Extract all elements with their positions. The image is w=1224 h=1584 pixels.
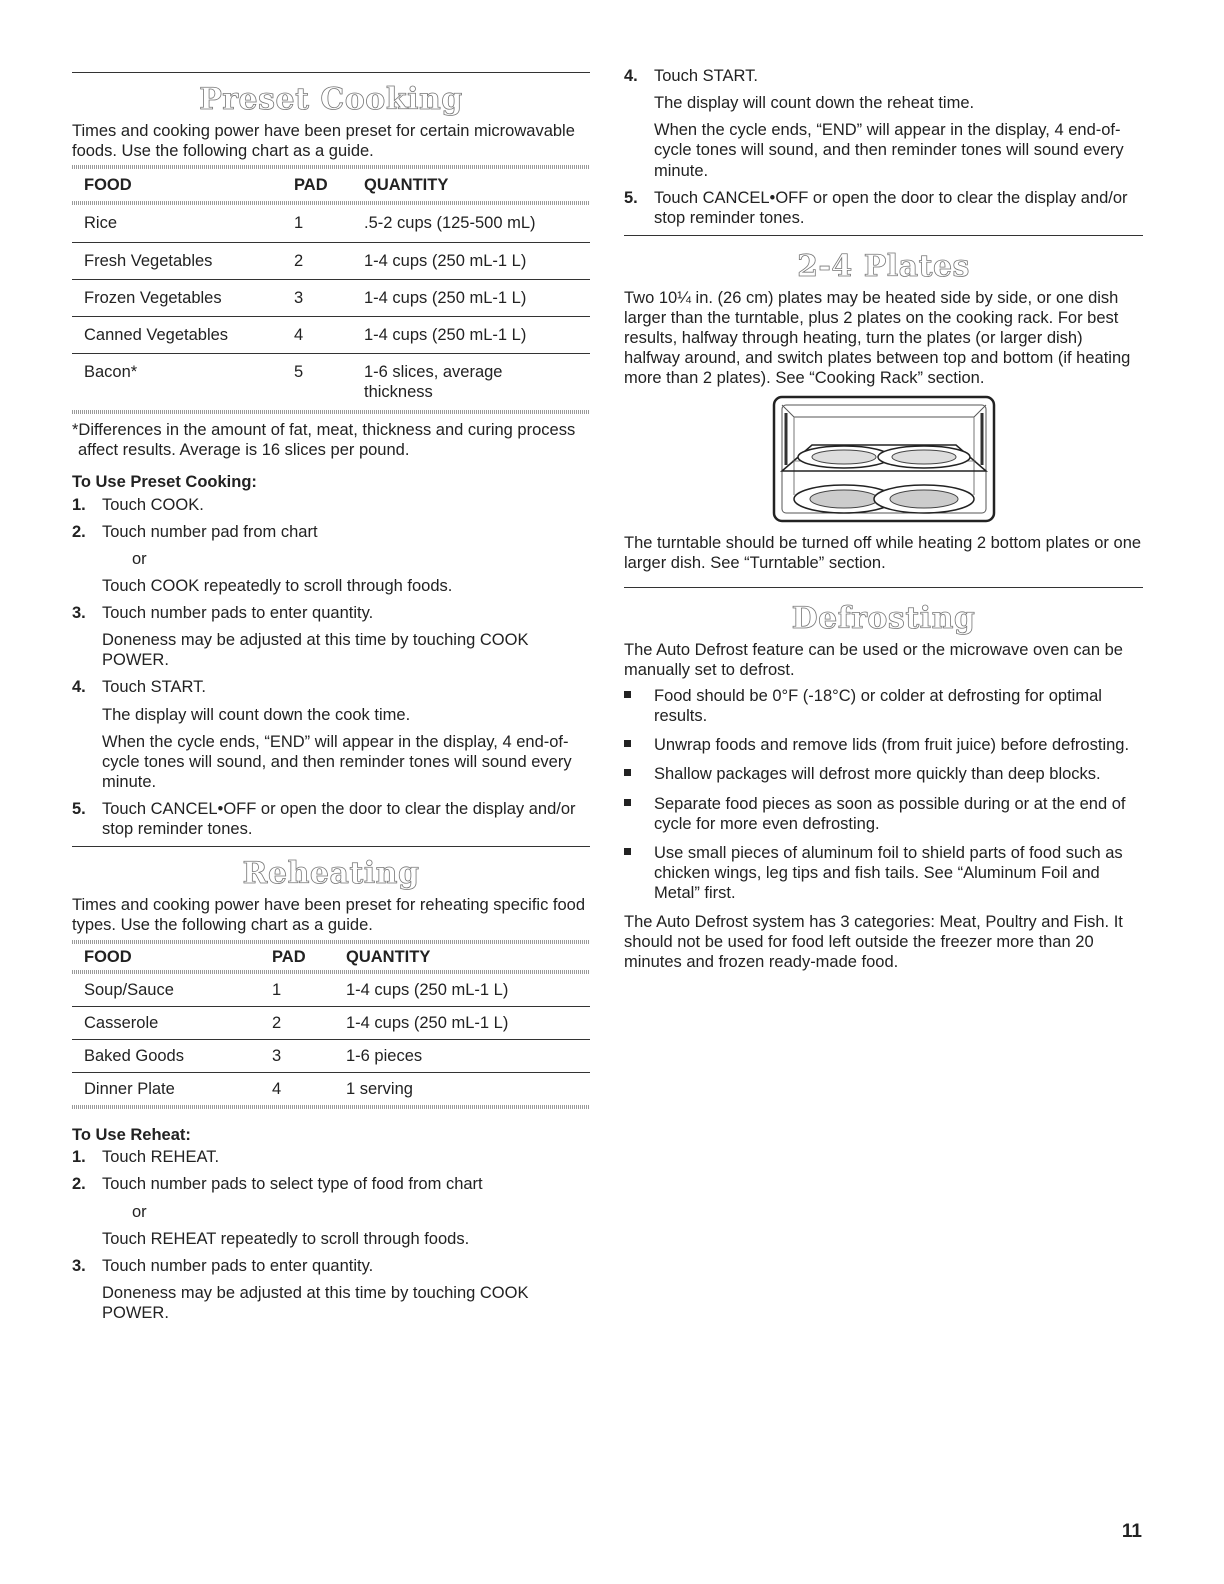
left-column [72, 60, 590, 1330]
bullet-item [624, 686, 1143, 726]
cell-pad: 3 [282, 279, 352, 316]
step-item [72, 1147, 590, 1167]
cell-food: Canned Vegetables [72, 316, 282, 353]
step-text: Touch COOK repeatedly to scroll through foods. [102, 576, 453, 595]
header-food: FOOD [84, 176, 132, 195]
table-row [72, 974, 590, 1007]
preset-intro: Times and cooking power have been preset for certain microwavable foods. Use the following chart as a guide. [72, 122, 575, 161]
step-text: When the cycle ends, “END” will appear in the display, 4 end-of-cycle tones will sound, and then reminder tones will sound every minute. [102, 732, 572, 791]
step-number: 3. [72, 1256, 86, 1275]
cell-quantity: 1-6 slices, average thickness [364, 362, 503, 401]
bullet-text: Separate food pieces as soon as possible during or at the end of cycle for more even defrosting. [654, 794, 1126, 833]
bullet-square-icon [624, 848, 631, 855]
table-row [72, 1039, 590, 1072]
table-row [72, 279, 590, 316]
bullet-text: Use small pieces of aluminum foil to shield parts of food such as chicken wings, leg tips and fish tails. See “Aluminum Foil and Metal” first. [654, 843, 1123, 902]
bullet-text: Food should be 0°F (-18°C) or colder at defrosting for optimal results. [654, 687, 1102, 726]
step-text: The display will count down the reheat time. [654, 94, 975, 113]
header-food: FOOD [84, 947, 132, 966]
reheat-subhead: To Use Reheat: [72, 1126, 191, 1145]
cell-quantity: 1-4 cups (250 mL-1 L) [334, 1006, 590, 1039]
cell-pad: 2 [260, 1006, 334, 1039]
table-row [72, 242, 590, 279]
top-right-plate-food [892, 450, 956, 464]
bullet-square-icon [624, 740, 631, 747]
step-number: 2. [72, 1175, 86, 1194]
step-text: Doneness may be adjusted at this time by touching COOK POWER. [102, 631, 529, 670]
header-pad: PAD [272, 947, 306, 966]
top-left-plate-food [812, 450, 876, 464]
bullet-square-icon [624, 799, 631, 806]
defrosting-title: Defrosting [791, 600, 976, 636]
step-text: Touch COOK. [102, 495, 204, 514]
step-text: Touch REHEAT repeatedly to scroll through foods. [102, 1229, 470, 1248]
plates-title: 2-4 Plates [797, 248, 970, 284]
cell-pad: 2 [282, 242, 352, 279]
cell-pad: 4 [282, 316, 352, 353]
cell-food: Soup/Sauce [72, 974, 260, 1007]
cell-food: Rice [72, 205, 282, 242]
cell-pad: 4 [272, 1080, 282, 1098]
step-number: 4. [624, 67, 638, 85]
step-text: Doneness may be adjusted at this time by touching COOK POWER. [102, 1283, 529, 1322]
step-or: or [132, 549, 147, 568]
cell-quantity: 1-4 cups (250 mL-1 L) [352, 279, 590, 316]
cell-food: Baked Goods [72, 1039, 260, 1072]
reheating-title: Reheating [242, 856, 420, 892]
table-row [72, 1073, 590, 1106]
cell-quantity: .5-2 cups (125-500 mL) [352, 205, 590, 242]
cell-quantity: 1-4 cups (250 mL-1 L) [334, 974, 590, 1007]
right-column [624, 66, 1143, 979]
cell-pad: 1 [282, 205, 352, 242]
cell-pad: 3 [260, 1039, 334, 1072]
step-text: Touch START. [102, 678, 206, 697]
cell-food: Bacon* [84, 362, 138, 381]
bullet-text: Unwrap foods and remove lids (from fruit juice) before defrosting. [654, 736, 1130, 755]
table-row [72, 1006, 590, 1039]
section-rule [624, 587, 1143, 588]
bullet-square-icon [624, 769, 631, 776]
reheat-table-body [72, 974, 590, 1106]
microwave-plates-illustration [772, 395, 996, 523]
preset-cooking-title: Preset Cooking [199, 82, 463, 117]
defrost-intro: The Auto Defrost feature can be used or the microwave oven can be manually set to defrost. [624, 640, 1123, 679]
step-item [72, 1256, 590, 1323]
step-text: Touch number pads to select type of food from chart [102, 1175, 483, 1194]
bottom-right-plate-food [890, 490, 958, 508]
cell-pad: 1 [260, 974, 334, 1007]
cell-quantity: 1-4 cups (250 mL-1 L) [352, 242, 590, 279]
step-text: When the cycle ends, “END” will appear in the display, 4 end-of-cycle tones will sound, and then reminder tones will sound every minute. [654, 121, 1124, 180]
step-text: Touch number pad from chart [102, 522, 318, 541]
bullet-item [624, 794, 1143, 834]
step-or: or [132, 1202, 147, 1221]
bullet-item [624, 735, 1143, 755]
step-number: 2. [72, 522, 86, 541]
table-dotted-rule [72, 410, 590, 414]
step-item [72, 495, 590, 515]
step-text: The display will count down the cook time. [102, 705, 411, 724]
defrost-bullets [624, 686, 1143, 903]
step-item [72, 522, 590, 596]
header-quantity: QUANTITY [364, 176, 449, 195]
step-number: 1. [72, 495, 86, 514]
bacon-footnote: *Differences in the amount of fat, meat, thickness and curing process affect results. Average is 16 slices per pound. [72, 421, 576, 460]
section-rule [624, 235, 1143, 236]
preset-cooking-table-body [72, 205, 590, 410]
step-text: Touch CANCEL•OFF or open the door to clear the display and/or stop reminder tones. [654, 188, 1128, 227]
table-row [72, 353, 590, 410]
defrost-outro: The Auto Defrost system has 3 categories: Meat, Poultry and Fish. It should not be used for food left outside the freezer more than 20 minutes and frozen ready-made food. [624, 913, 1123, 972]
header-quantity: QUANTITY [346, 947, 431, 966]
table-row [72, 316, 590, 353]
cell-pad: 5 [294, 362, 304, 381]
bullet-item [624, 843, 1143, 903]
table-header-row [72, 944, 590, 970]
cell-food: Frozen Vegetables [72, 279, 282, 316]
reheat-table [72, 944, 590, 970]
preset-steps [72, 495, 590, 840]
step-number: 4. [72, 678, 86, 697]
section-rule [72, 72, 590, 73]
step-text: Touch number pads to enter quantity. [102, 1256, 374, 1275]
step-number: 1. [72, 1148, 86, 1167]
table-dotted-rule [72, 1105, 590, 1109]
section-rule [72, 846, 590, 847]
plates-turntable-note: The turntable should be turned off while heating 2 bottom plates or one larger dish. See “Turntable” section. [624, 533, 1142, 572]
cell-food: Dinner Plate [84, 1080, 175, 1098]
step-number: 5. [624, 188, 638, 207]
cell-quantity: 1-4 cups (250 mL-1 L) [352, 316, 590, 353]
page-number: 11 [1121, 1521, 1142, 1542]
step-item [624, 188, 1143, 228]
bullet-item [624, 764, 1143, 784]
plates-intro: Two 10¼ in. (26 cm) plates may be heated side by side, or one dish larger than the turntable, plus 2 plates on the cooking rack. For best results, halfway through heating, turn the plates (or larger dish) halfway around, and switch plates between top and bottom (if heating more than 2 plates). See “Cooking Rack” section. [624, 288, 1131, 388]
bottom-left-plate-food [810, 490, 878, 508]
preset-subhead: To Use Preset Cooking: [72, 473, 257, 492]
step-item [72, 1174, 590, 1248]
step-item [72, 603, 590, 670]
step-item [72, 799, 590, 839]
step-number: 5. [72, 800, 86, 818]
step-number: 3. [72, 604, 86, 622]
bullet-text: Shallow packages will defrost more quickly than deep blocks. [654, 765, 1101, 784]
cell-quantity: 1-6 pieces [334, 1039, 590, 1072]
preset-cooking-table [72, 169, 590, 201]
table-header-row [72, 169, 590, 201]
reheat-steps-continued [624, 66, 1143, 228]
reheat-intro: Times and cooking power have been preset for reheating specific food types. Use the following chart as a guide. [72, 896, 586, 935]
step-text: Touch START. [654, 67, 758, 85]
step-text: Touch number pads to enter quantity. [102, 604, 374, 622]
step-text: Touch CANCEL•OFF or open the door to clear the display and/or stop reminder tones. [102, 800, 576, 839]
bullet-square-icon [624, 691, 631, 698]
reheat-steps [72, 1147, 590, 1323]
cell-food: Fresh Vegetables [72, 242, 282, 279]
header-pad: PAD [294, 176, 328, 195]
step-item [624, 66, 1143, 181]
cell-quantity: 1 serving [346, 1080, 413, 1098]
step-item [72, 677, 590, 792]
step-text: Touch REHEAT. [102, 1148, 220, 1167]
table-row [72, 205, 590, 242]
cell-food: Casserole [72, 1006, 260, 1039]
